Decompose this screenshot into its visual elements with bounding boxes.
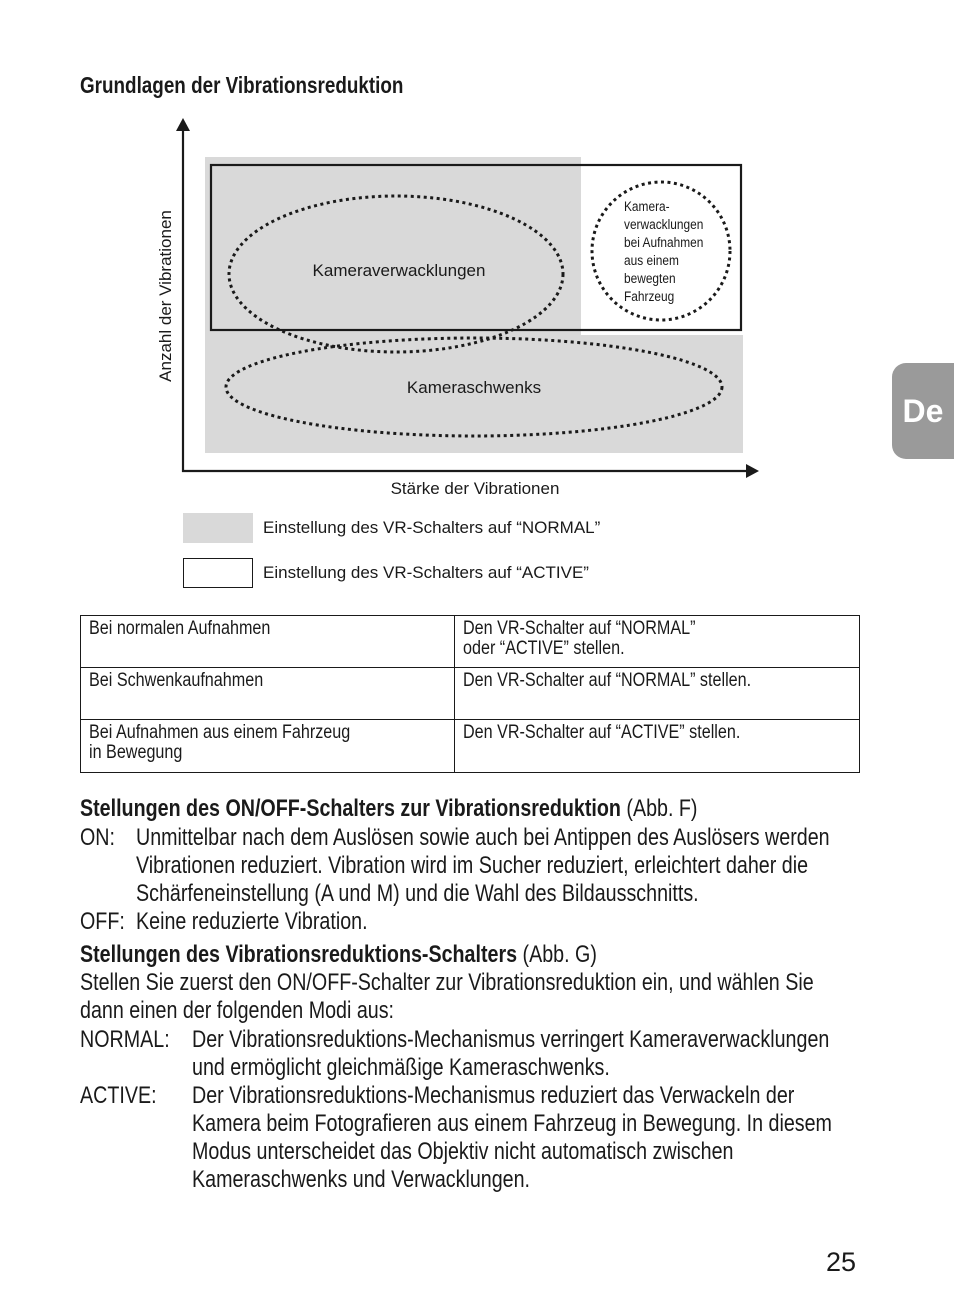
vr-setting-table: [80, 615, 860, 773]
on-text-line: Vibrationen reduziert. Vibration wird im Sucher reduziert, erleichtert daher die: [136, 852, 809, 879]
table-cell-situation: Bei Schwenkaufnahmen: [81, 668, 455, 720]
active-label: ACTIVE:: [80, 1082, 157, 1109]
table-cell-situation: Bei normalen Aufnahmen: [81, 616, 455, 668]
legend-normal-label: Einstellung des VR-Schalters auf “NORMAL”: [263, 518, 601, 537]
page-number: 25: [826, 1247, 857, 1277]
vibration-diagram: [140, 110, 780, 510]
table-row: [81, 720, 860, 773]
table-cell-setting: Den VR-Schalter auf “NORMAL” oder “ACTIVE” stellen.: [455, 616, 860, 668]
language-tab: De: [892, 363, 954, 459]
vehicle-label-line: bei Aufnahmen: [624, 234, 704, 251]
section1-heading: Stellungen des ON/OFF-Schalters zur Vibrationsreduktion (Abb. F): [80, 795, 698, 822]
table-row: [81, 616, 860, 668]
on-text-line: Unmittelbar nach dem Auslösen sowie auch bei Antippen des Auslösers werden: [136, 824, 830, 851]
table-cell-setting: Den VR-Schalter auf “NORMAL” stellen.: [455, 668, 860, 720]
legend-swatch-normal: [183, 513, 253, 543]
legend-swatch-active: [183, 558, 253, 588]
x-axis-label: Stärke der Vibrationen: [390, 479, 560, 498]
normal-text-line: Der Vibrationsreduktions-Mechanismus verringert Kameraverwacklungen: [192, 1026, 830, 1053]
legend-normal: [183, 511, 600, 545]
normal-text-line: und ermöglicht gleichmäßige Kameraschwenks.: [192, 1054, 610, 1081]
table-cell-setting: Den VR-Schalter auf “ACTIVE” stellen.: [455, 720, 860, 773]
page-title: Grundlagen der Vibrationsreduktion: [80, 72, 404, 98]
active-text-line: Der Vibrationsreduktions-Mechanismus reduziert das Verwackeln der: [192, 1082, 795, 1109]
legend-active-label: Einstellung des VR-Schalters auf “ACTIVE”: [263, 563, 589, 582]
x-axis-arrow: [746, 464, 759, 478]
shake-label: Kameraverwacklungen: [312, 261, 486, 280]
pan-label: Kameraschwenks: [406, 378, 542, 397]
section2-intro-line: Stellen Sie zuerst den ON/OFF-Schalter zur Vibrationsreduktion ein, und wählen Sie: [80, 969, 814, 996]
normal-label: NORMAL:: [80, 1026, 170, 1053]
active-text-line: Kamera beim Fotografieren aus einem Fahrzeug in Bewegung. In diesem: [192, 1110, 832, 1137]
vehicle-label-line: Kamera-: [624, 198, 670, 215]
normal-region-main: [205, 157, 581, 453]
vehicle-label-line: Fahrzeug: [624, 288, 675, 305]
table-cell-situation: Bei Aufnahmen aus einem Fahrzeug in Bewegung: [81, 720, 455, 773]
table-row: [81, 668, 860, 720]
vehicle-label-line: bewegten: [624, 270, 676, 287]
y-axis-label: Anzahl der Vibrationen: [156, 210, 175, 382]
vehicle-label-line: aus einem: [624, 252, 679, 269]
active-text-line: Modus unterscheidet das Objektiv nicht automatisch zwischen: [192, 1138, 734, 1165]
legend-active: [183, 556, 589, 590]
section2-heading: Stellungen des Vibrationsreduktions-Schalters (Abb. G): [80, 941, 597, 968]
on-label: ON:: [80, 824, 115, 851]
on-text-line: Schärfeneinstellung (A und M) und die Wahl des Bildausschnitts.: [136, 880, 699, 907]
off-label: OFF:: [80, 908, 125, 935]
vehicle-label-line: verwacklungen: [624, 216, 704, 233]
y-axis-arrow: [176, 118, 190, 131]
off-text: Keine reduzierte Vibration.: [136, 908, 368, 935]
active-text-line: Kameraschwenks und Verwacklungen.: [192, 1166, 531, 1193]
section2-intro-line: dann einen der folgenden Modi aus:: [80, 997, 395, 1024]
